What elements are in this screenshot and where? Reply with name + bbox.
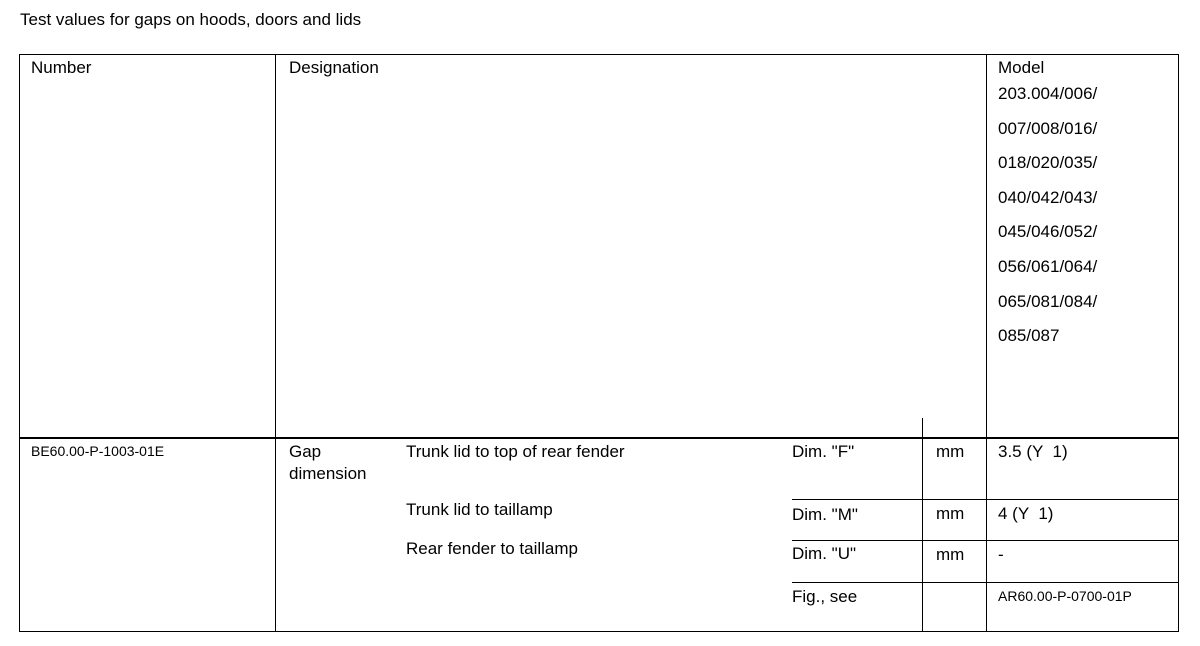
model-line: 045/046/052/: [998, 222, 1098, 242]
figure-reference-link[interactable]: AR60.00-P-0700-01P: [998, 588, 1132, 604]
model-line: 065/081/084/: [998, 291, 1098, 311]
item-unit: mm: [936, 504, 965, 523]
model-line: 085/087: [998, 326, 1060, 346]
figure-label: Fig., see: [792, 587, 858, 606]
column-divider-model: [986, 54, 987, 632]
row-divider-3: [792, 582, 1179, 583]
header-designation: Designation: [289, 58, 379, 77]
model-line: 040/042/043/: [998, 187, 1098, 207]
model-line: 203.004/006/: [998, 84, 1098, 103]
model-line: 007/008/016/: [998, 118, 1098, 138]
item-value: 3.5 (Y 1): [998, 442, 1068, 461]
model-list: [998, 84, 1097, 361]
item-dimension: Dim. "U": [792, 544, 857, 563]
item-description: Trunk lid to top of rear fender: [406, 442, 625, 461]
group-label-line1: Gap: [289, 442, 322, 461]
header-number: Number: [31, 58, 92, 77]
header-model: Model: [998, 58, 1045, 77]
item-unit: mm: [936, 545, 965, 564]
item-dimension: Dim. "F": [792, 442, 855, 461]
item-unit: mm: [936, 442, 965, 461]
item-description: Trunk lid to taillamp: [406, 500, 553, 519]
item-description: Rear fender to taillamp: [406, 539, 578, 558]
group-label-line2: dimension: [289, 464, 367, 483]
model-line: 056/061/064/: [998, 256, 1098, 276]
column-divider-unit: [922, 418, 923, 632]
header-divider: [19, 437, 1179, 439]
page-title: Test values for gaps on hoods, doors and lids: [20, 10, 362, 29]
row-divider-1: [792, 499, 1179, 500]
row-number: BE60.00-P-1003-01E: [31, 443, 165, 459]
item-dimension: Dim. "M": [792, 505, 858, 524]
item-value: 4 (Y 1): [998, 504, 1054, 523]
item-value: -: [998, 545, 1004, 564]
row-divider-2: [792, 540, 1179, 541]
model-line: 018/020/035/: [998, 153, 1098, 173]
column-divider-number: [275, 54, 276, 632]
